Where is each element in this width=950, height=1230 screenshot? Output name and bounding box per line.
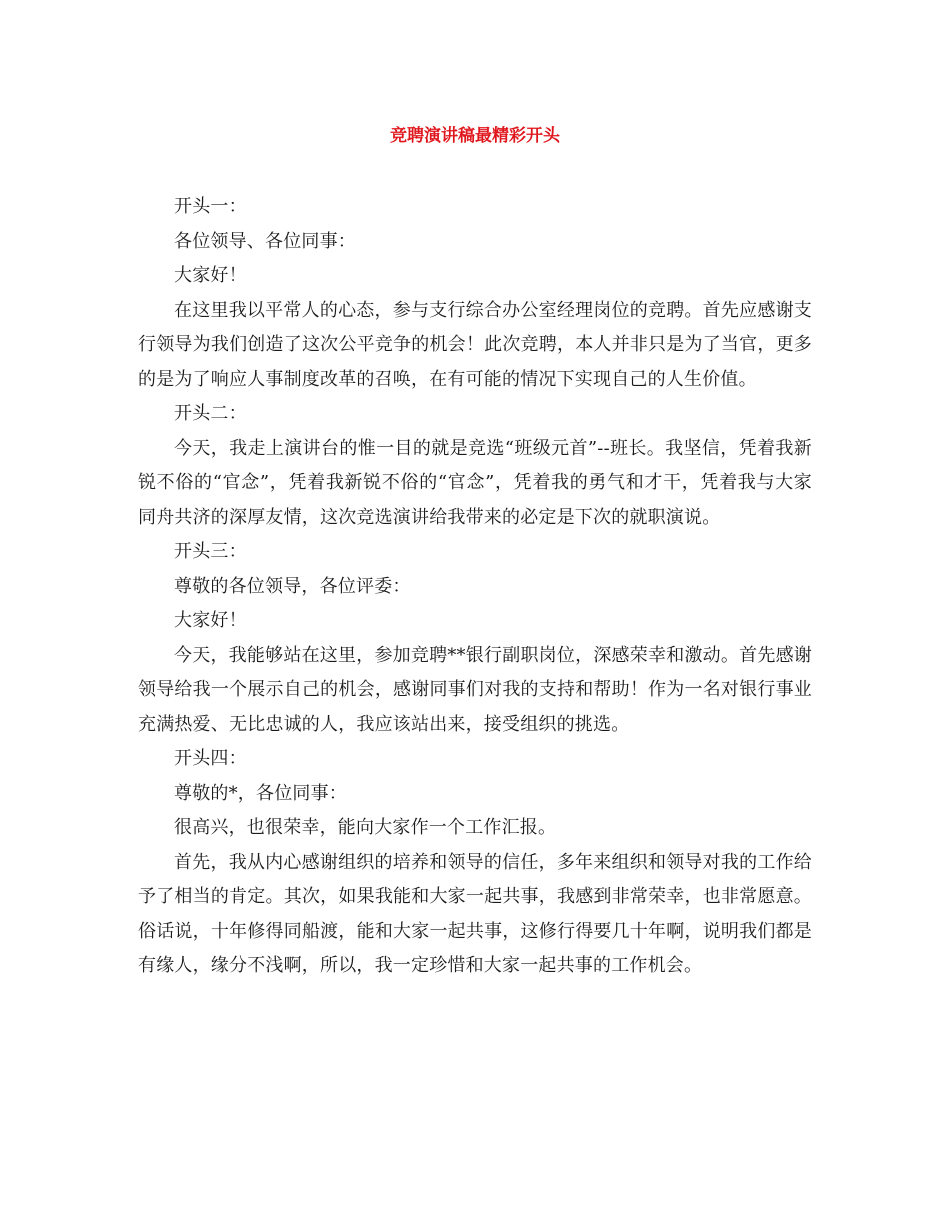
body-paragraph: 在这里我以平常人的心态，参与支行综合办公室经理岗位的竞聘。首先应感谢支行领导为我们创造了这次公平竞争的机会！此次竞聘，本人并非只是为了当官，更多的是为了响应人事制度改革的召唤，在有可能的情况下实现自己的人生价值。 (138, 299, 812, 390)
heading-opening-2: 开头二： (174, 403, 247, 424)
salutation: 各位领导、各位同事： (174, 230, 356, 252)
greeting: 大家好！ (174, 610, 247, 631)
body-paragraph: 首先，我从内心感谢组织的培养和领导的信任，多年来组织和领导对我的工作给予了相当的肯定。其次，如果我能和大家一起共事，我感到非常荣幸，也非常愿意。俗话说，十年修得同船渡，能和大家一起共事，这修行得要几十年啊，说明我们都是有缘人，缘分不浅啊，所以，我一定珍惜和大家一起共事的工作机会。 (138, 851, 812, 976)
document-body (138, 190, 812, 984)
heading-opening-3: 开头三： (174, 541, 247, 562)
salutation: 尊敬的*，各位同事： (174, 782, 347, 804)
heading-opening-1: 开头一： (174, 196, 247, 217)
body-paragraph: 今天，我能够站在这里，参加竞聘**银行副职岗位，深感荣幸和激动。首先感谢领导给我一个展示自己的机会，感谢同事们对我的支持和帮助！作为一名对银行事业充满热爱、无比忠诚的人，我应该站出来，接受组织的挑选。 (138, 644, 812, 735)
heading-opening-4: 开头四： (174, 748, 247, 769)
document-title: 竞聘演讲稿最精彩开头 (390, 126, 560, 146)
greeting: 很高兴，也很荣幸，能向大家作一个工作汇报。 (174, 817, 557, 838)
salutation: 尊敬的各位领导，各位评委： (174, 575, 411, 597)
greeting: 大家好！ (174, 265, 247, 286)
body-paragraph: 今天，我走上演讲台的惟一目的就是竞选“班级元首”--班长。我坚信，凭着我新锐不俗的“官念”，凭着我新锐不俗的“官念”，凭着我的勇气和才干，凭着我与大家同舟共济的深厚友情，这次竞选演讲给我带来的必定是下次的就职演说。 (138, 437, 812, 528)
